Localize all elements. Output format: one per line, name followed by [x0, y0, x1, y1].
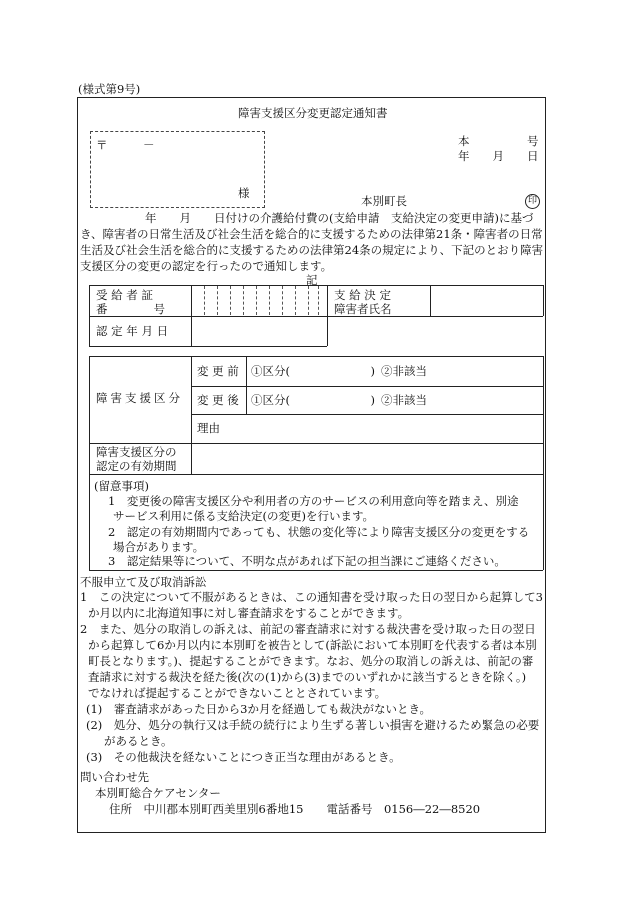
notes-header: (留意事項) — [94, 479, 149, 493]
ki-label: 記 — [306, 273, 318, 287]
seal-mark: 印 — [525, 194, 540, 209]
body-line-3: 生活及び社会生活を総合的に支援するための法律第24条の規定により、下記のとおり障害 — [80, 243, 544, 257]
notes-line-4: 場合があります。 — [113, 540, 205, 554]
appeal-line-6: 査請求に対する裁決を経た後(次の(1)から(3)までのいずれかに該当するときを除く。) — [88, 670, 527, 684]
appeal-line-7: でなければ提起することができないこととされています。 — [88, 686, 387, 700]
notes-line-5: 3 認定結果等について、不明な点があれば下記の担当課にご連絡ください。 — [108, 554, 506, 568]
recipient-suffix: 様 — [238, 186, 250, 200]
recipient-no-label: 受 給 者 証 — [96, 288, 153, 302]
notes-line-1: 1 変更後の障害支援区分や利用者の方のサービスの利用意向等を踏まえ、別途 — [108, 494, 519, 508]
category-label: 障害支援区分 — [96, 391, 183, 405]
appeal-line-3: 2 また、処分の取消しの訴えは、前記の審査請求に対する裁決書を受け取った日の翌日 — [80, 622, 536, 636]
decision-label-2: 障害者氏名 — [334, 302, 392, 316]
appeal-line-10: があるとき。 — [104, 734, 173, 748]
appeal-line-1: 1 この決定について不服があるときは、この通知書を受け取った日の翌日から起算して3 — [80, 590, 543, 604]
decision-label: 支 給 決 定 — [334, 288, 391, 302]
appeal-line-5: 町長となります。)、提起することができます。なお、処分の取消しの訴えは、前記の審 — [88, 654, 534, 668]
after-option-1: ①区分( ) — [251, 393, 375, 407]
before-option-2: ②非該当 — [381, 364, 427, 378]
before-option-1: ①区分( ) — [251, 364, 375, 378]
notes-line-2: サービス利用に係る支給決定(の変更)を行います。 — [113, 509, 375, 523]
appeal-line-8: (1) 審査請求があった日から3か月を経過しても裁決がないとき。 — [86, 702, 432, 716]
before-label: 変 更 前 — [197, 364, 239, 378]
document-title: 障害支援区分変更認定通知書 — [238, 106, 388, 120]
postal-dash: － — [143, 138, 155, 152]
form-number: (様式第9号) — [78, 82, 141, 96]
after-option-2: ②非該当 — [381, 393, 427, 407]
postal-mark: 〒 — [96, 138, 108, 152]
issuer-name: 本別町長 — [361, 194, 407, 208]
document-number-label: 本 号 — [458, 134, 539, 148]
reason-label: 理由 — [197, 421, 220, 435]
contact-header: 問い合わせ先 — [80, 770, 149, 784]
appeal-line-4: から起算して6か月以内に本別町を被告として(訴訟において本別町を代表する者は本別 — [88, 638, 537, 652]
body-line-2: き、障害者の日常生活及び社会生活を総合的に支援するための法律第21条・障害者の日常 — [80, 227, 543, 241]
contact-address: 住所 中川郡本別町西美里別6番地15 電話番号 0156―22―8520 — [109, 802, 481, 816]
body-line-4: 支援区分の変更の認定を行ったので通知します。 — [80, 259, 333, 273]
appeal-line-2: か月以内に北海道知事に対し審査請求をすることができます。 — [88, 606, 410, 620]
appeal-line-11: (3) その他裁決を経ないことにつき正当な理由があるとき。 — [86, 750, 401, 764]
recipient-no-label-2: 番 号 — [96, 302, 165, 316]
appeal-line-9: (2) 処分、処分の執行又は手続の続行により生ずる著しい損害を避けるため緊急の必要 — [86, 718, 540, 732]
body-line-1: 年 月 日付けの介護給付費の(支給申請 支給決定の変更申請)に基づ — [145, 211, 534, 225]
issue-date-label: 年 月 日 — [458, 149, 539, 163]
validity-label: 障害支援区分の — [96, 445, 177, 459]
validity-label-2: 認定の有効期間 — [96, 459, 177, 473]
cert-date-label: 認 定 年 月 日 — [96, 324, 169, 338]
appeal-header: 不服申立て及び取消訴訟 — [80, 575, 207, 589]
contact-office: 本別町総合ケアセンター — [95, 786, 221, 800]
after-label: 変 更 後 — [197, 393, 239, 407]
notes-line-3: 2 認定の有効期間内であっても、状態の変化等により障害支援区分の変更をする — [108, 525, 530, 539]
